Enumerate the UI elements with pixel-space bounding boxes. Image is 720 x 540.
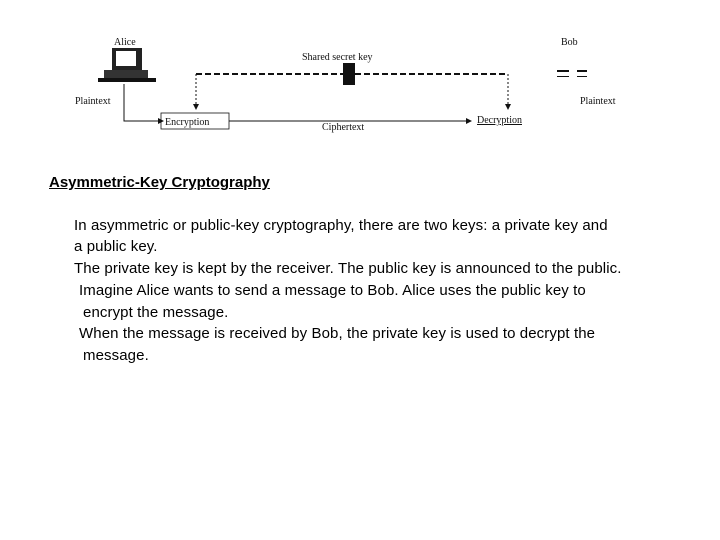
bob-label: Bob: [561, 37, 578, 48]
ciphertext-label: Ciphertext: [322, 122, 365, 133]
computer-icon: [98, 48, 156, 82]
body-line: message.: [83, 347, 149, 364]
plaintext-right-label: Plaintext: [580, 96, 616, 107]
body-line: encrypt the message.: [83, 304, 229, 321]
body-line: Imagine Alice wants to send a message to Bob. Alice uses the public key to: [79, 282, 586, 299]
body-line: a public key.: [74, 238, 158, 255]
symmetric-key-diagram: [0, 0, 720, 150]
shared-key-label: Shared secret key: [302, 52, 373, 63]
body-line: In asymmetric or public-key cryptography, there are two keys: a private key and: [74, 217, 608, 234]
bob-computer-icon: [557, 70, 587, 77]
decryption-box: Decryption: [477, 115, 522, 126]
section-heading: Asymmetric-Key Cryptography: [49, 174, 270, 191]
key-icon: [343, 63, 355, 85]
body-line: When the message is received by Bob, the private key is used to decrypt the: [79, 325, 596, 342]
encryption-box: Encryption: [165, 117, 210, 128]
alice-label: Alice: [114, 37, 136, 48]
body-line: The private key is kept by the receiver. The public key is announced to the public.: [74, 260, 622, 277]
plaintext-left-label: Plaintext: [75, 96, 111, 107]
